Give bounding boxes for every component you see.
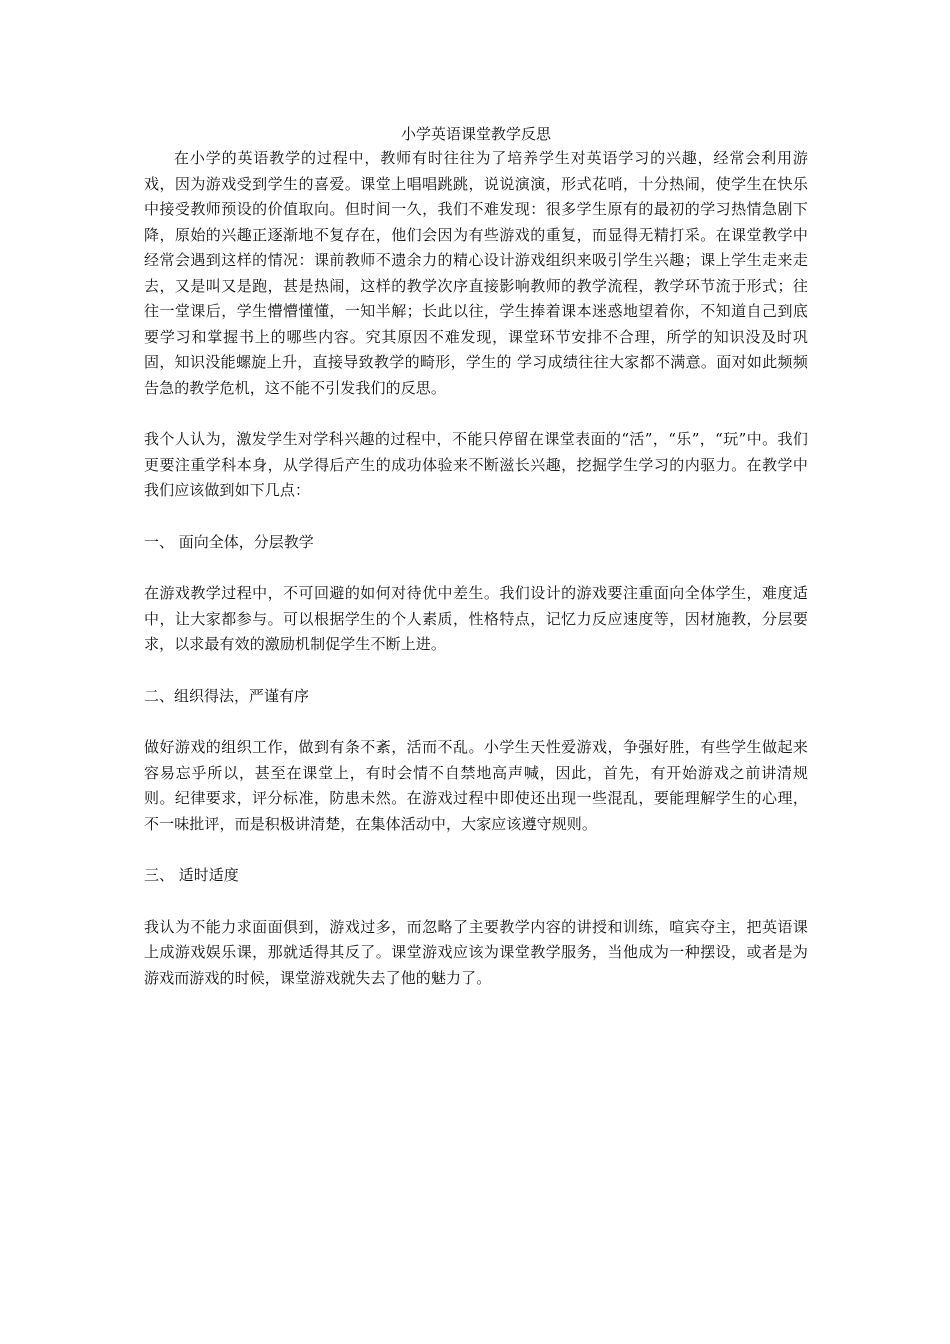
document-page [144, 122, 808, 991]
spacer [144, 658, 808, 684]
section-3-paragraph: 我认为不能力求面面俱到，游戏过多，而忽略了主要教学内容的讲授和训练，喧宾夺主，把英语课上成游戏娱乐课，那就适得其反了。课堂游戏应该为课堂教学服务，当他成为一种摆设，或者是为游戏而游戏的时候，课堂游戏就失去了他的魅力了。 [144, 917, 808, 987]
spacer [144, 837, 808, 863]
spacer [144, 555, 808, 581]
opinion-paragraph: 我个人认为，激发学生对学科兴趣的过程中，不能只停留在课堂表面的“活”，“乐”，“玩”中。我们更要注重学科本身，从学得后产生的成功体验来不断滋长兴趣，挖掘学生学习的内驱力。在教学中我们应该做到如下几点： [144, 430, 808, 499]
section-3-heading: 三、 适时适度 [144, 866, 239, 884]
section-1-paragraph: 在游戏教学过程中，不可回避的如何对待优中差生。我们设计的游戏要注重面向全体学生，难度适中，让大家都参与。可以根据学生的个人素质，性格特点，记忆力反应速度等，因材施教，分层要求，以求最有效的激励机制促学生不断上进。 [144, 584, 808, 653]
section-2-paragraph: 做好游戏的组织工作，做到有条不紊，活而不乱。小学生天性爱游戏，争强好胜，有些学生做起来容易忘乎所以，甚至在课堂上，有时会情不自禁地高声喊，因此，首先，有开始游戏之前讲清规则。纪律要求，评分标准，防患未然。在游戏过程中即使还出现一些混乱，要能理解学生的心理，不一味批评，而是积极讲清楚，在集体活动中，大家应该遵守规则。 [144, 738, 808, 833]
section-2-heading: 二、组织得法，严谨有序 [144, 686, 310, 705]
intro-paragraph: 在小学的英语教学的过程中，教师有时往往为了培养学生对英语学习的兴趣，经常会利用游戏，因为游戏受到学生的喜爱。课堂上唱唱跳跳，说说演演，形式花哨，十分热闹，使学生在快乐中接受教师预设的价值取向。但时间一久，我们不难发现：很多学生原有的最初的学习热情急剧下降，原始的兴趣正逐渐地不复存在，他们会因为有些游戏的重复，而显得无精打采。在课堂教学中经常会遇到这样的情况：课前教师不遗余力的精心设计游戏组织来吸引学生兴趣；课上学生走来走去，又是叫又是跑，甚是热闹，这样的教学次序直接影响教师的教学流程，教学环节流于形式；往往一堂课后，学生懵懵懂懂，一知半解；长此以往，学生捧着课本迷惑地望着你，不知道自己到底要学习和掌握书上的哪些内容。究其原因不难发现，课堂环节安排不合理，所学的知识没及时巩固，知识没能螺旋上升，直接导致教学的畸形，学生的 学习成绩往往大家都不满意。面对如此频频告急的教学危机，这不能不引发我们的反思。 [144, 149, 808, 397]
spacer [144, 889, 808, 915]
document-title: 小学英语课堂教学反思 [400, 125, 551, 143]
spacer [144, 709, 808, 735]
spacer [144, 504, 808, 530]
section-1-heading: 一、 面向全体，分层教学 [144, 532, 314, 551]
spacer [144, 401, 808, 427]
